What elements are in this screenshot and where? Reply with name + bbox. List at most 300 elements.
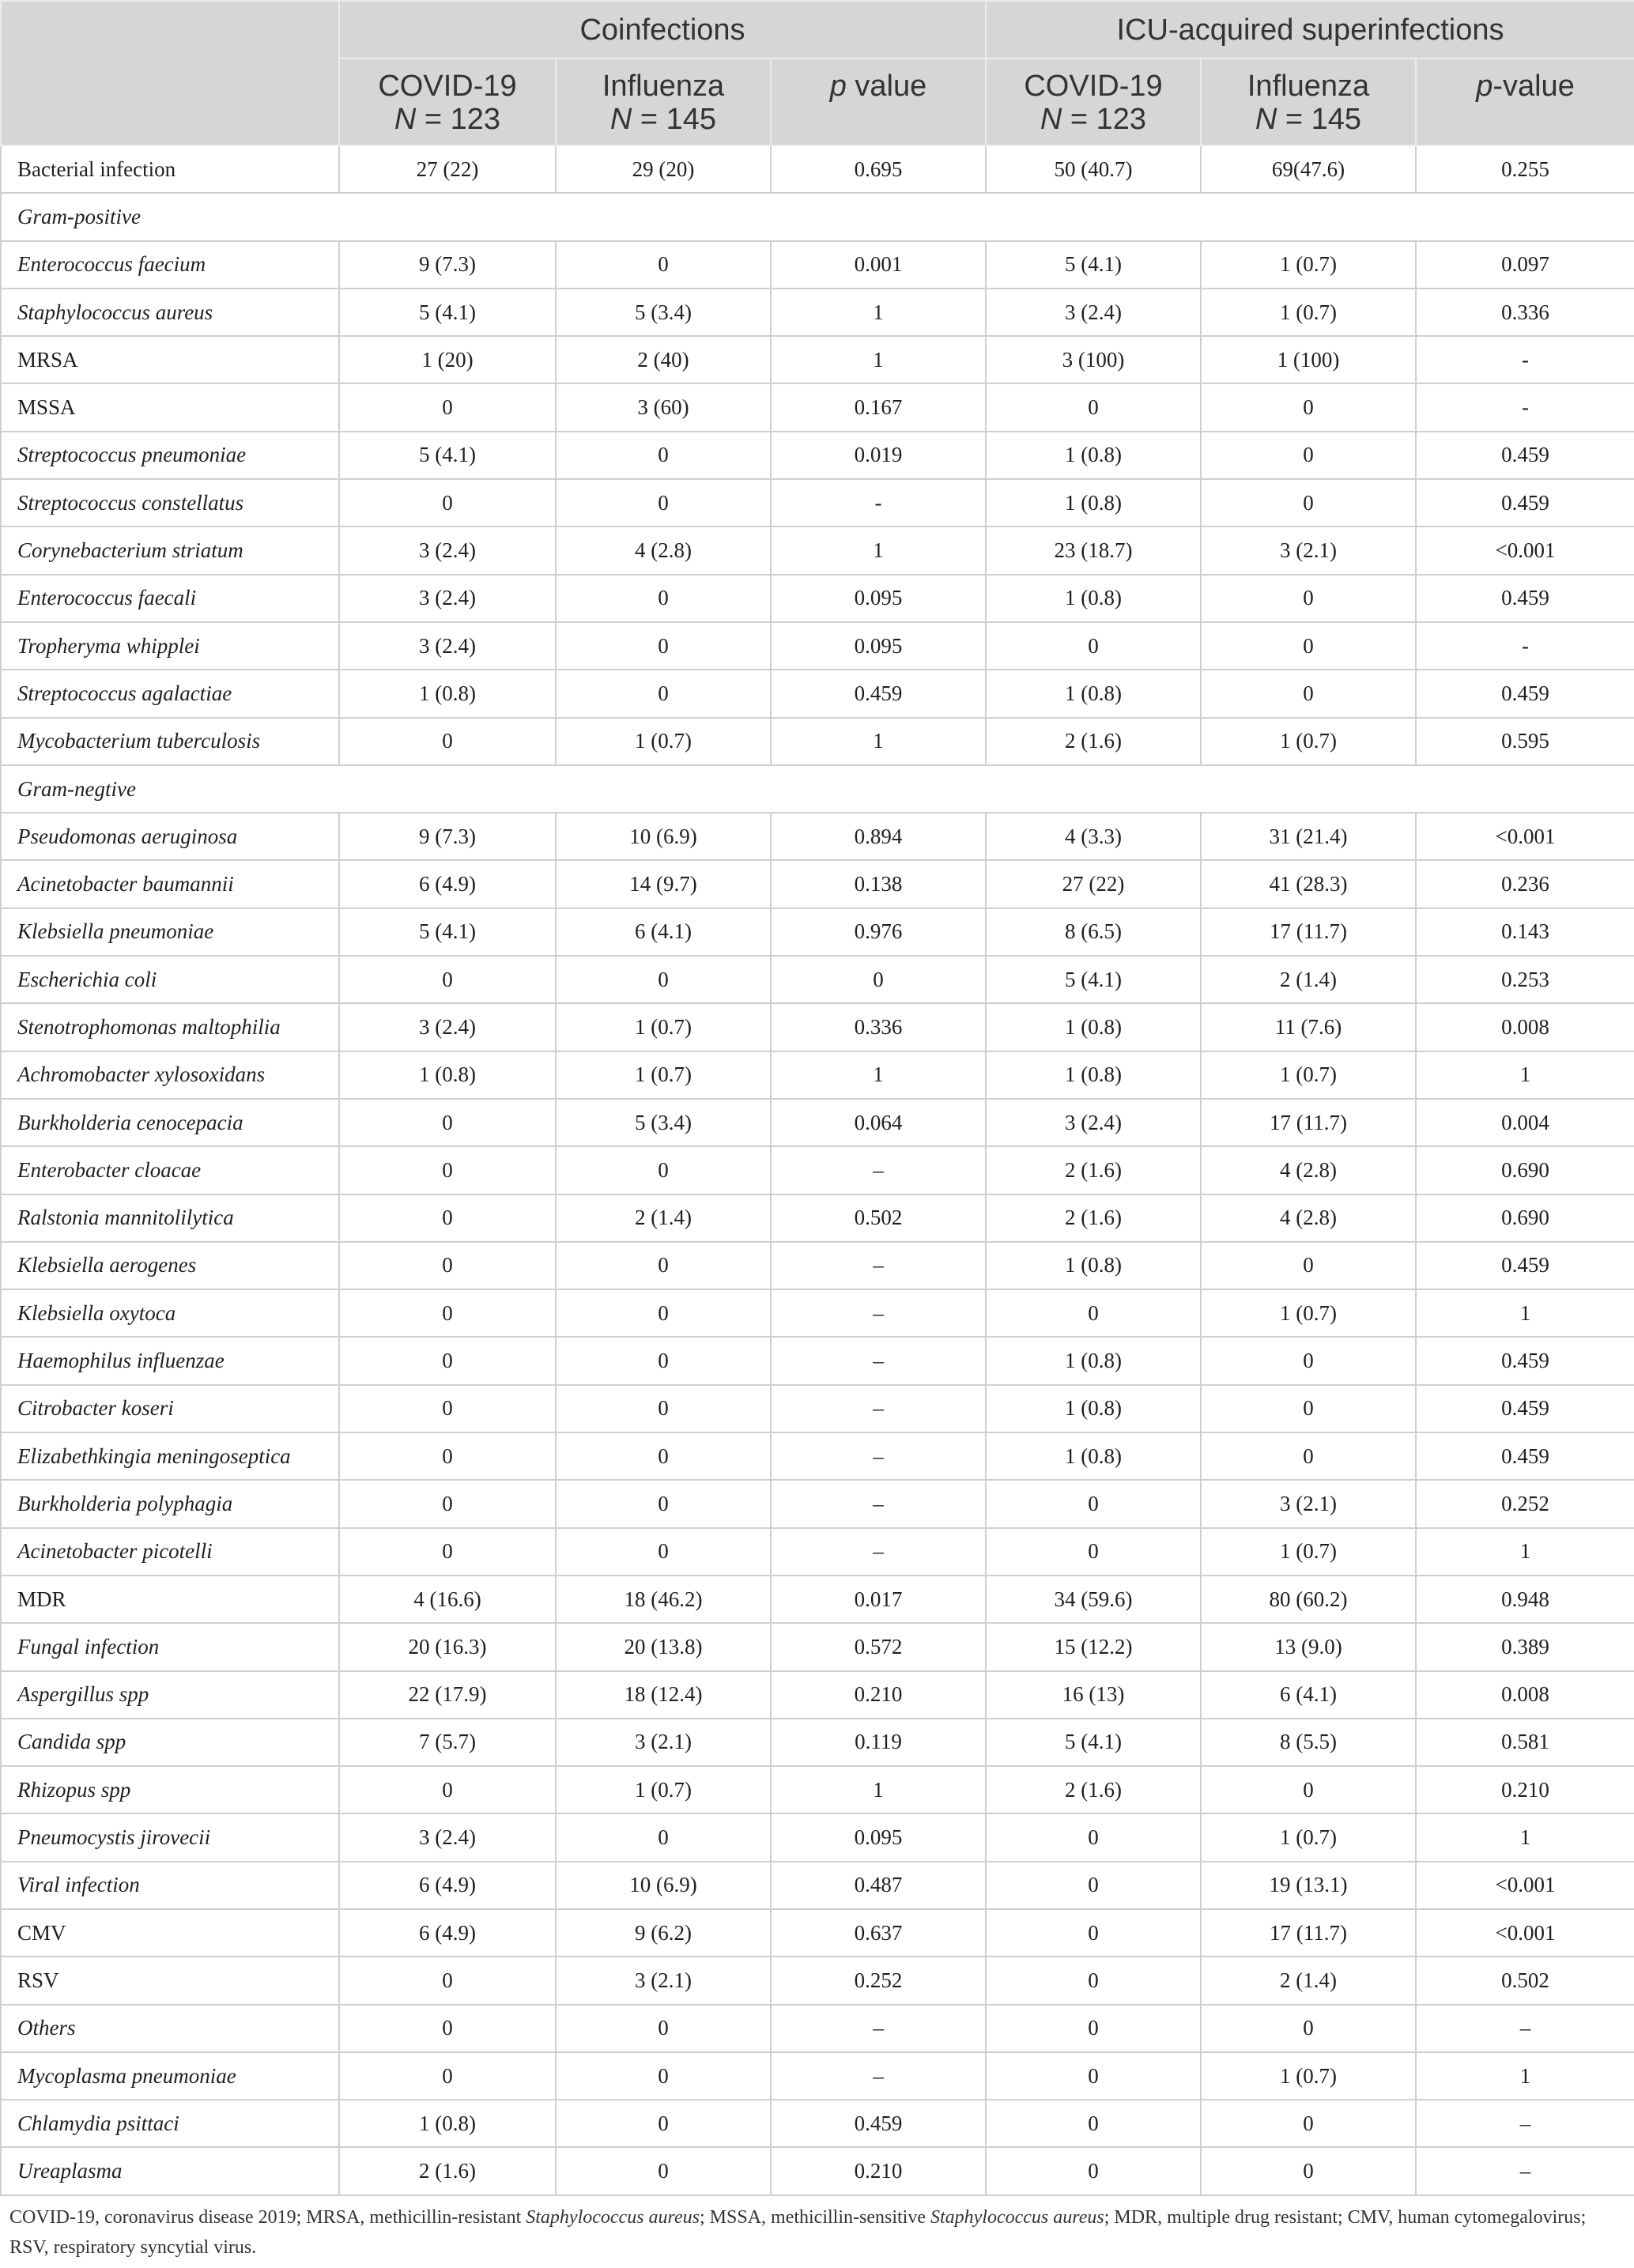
row-label: Enterococcus faecali xyxy=(1,575,339,622)
superinfection-covid19-value: 1 (0.8) xyxy=(986,479,1201,526)
superinfection-covid19-value: 0 xyxy=(986,1528,1201,1576)
row-label: Ralstonia mannitolilytica xyxy=(1,1194,339,1242)
superinfection-covid19-value: 3 (2.4) xyxy=(986,289,1201,336)
coinfection-influenza-header xyxy=(556,58,771,145)
coinfection-p-value-header xyxy=(771,58,986,145)
coinfection-influenza-value: 0 xyxy=(556,1432,771,1480)
section-label: Gram-positive xyxy=(1,193,1634,240)
superinfection-covid19-value: 1 (0.8) xyxy=(986,670,1201,717)
table-row-cmv xyxy=(1,1909,1634,1957)
coinfection-influenza-value: 0 xyxy=(556,670,771,717)
superinfection-p-value: <0.001 xyxy=(1416,526,1634,574)
row-label: Staphylococcus aureus xyxy=(1,289,339,336)
coinfection-p-value: 0.459 xyxy=(771,2100,986,2147)
coinfection-influenza-value: 0 xyxy=(556,2147,771,2194)
row-label: Achromobacter xylosoxidans xyxy=(1,1051,339,1099)
coinfection-p-value: 0.695 xyxy=(771,145,986,193)
superinfection-p-value: 0.143 xyxy=(1416,908,1634,956)
row-label: Acinetobacter baumannii xyxy=(1,860,339,908)
superinfection-influenza-value: 0 xyxy=(1201,1242,1416,1289)
row-label: Streptococcus agalactiae xyxy=(1,670,339,717)
superinfection-covid19-value: 50 (40.7) xyxy=(986,145,1201,193)
coinfection-covid19-value: 20 (16.3) xyxy=(339,1623,556,1670)
superinfection-covid19-value: 5 (4.1) xyxy=(986,956,1201,1003)
superinfection-covid19-header xyxy=(986,58,1201,145)
coinfection-influenza-value: 4 (2.8) xyxy=(556,526,771,574)
superinfection-p-value: 1 xyxy=(1416,1813,1634,1861)
superinfection-covid19-value: 1 (0.8) xyxy=(986,432,1201,479)
coinfection-covid19-value: 1 (0.8) xyxy=(339,2100,556,2147)
row-label: Others xyxy=(1,2005,339,2052)
coinfection-influenza-value: 1 (0.7) xyxy=(556,1051,771,1099)
row-label: Streptococcus constellatus xyxy=(1,479,339,526)
row-label: Klebsiella aerogenes xyxy=(1,1242,339,1289)
row-label: RSV xyxy=(1,1957,339,2004)
table-row-achromobacter-xylosoxidans xyxy=(1,1051,1634,1099)
superinfection-p-value: - xyxy=(1416,622,1634,670)
row-label: Enterococcus faecium xyxy=(1,241,339,289)
row-label: MDR xyxy=(1,1576,339,1623)
table-row-mycobacterium-tuberculosis xyxy=(1,718,1634,765)
coinfection-p-value: - xyxy=(771,479,986,526)
table-row-corynebacterium-striatum xyxy=(1,526,1634,574)
superinfection-covid19-value: 0 xyxy=(986,622,1201,670)
coinfection-influenza-value: 20 (13.8) xyxy=(556,1623,771,1670)
row-label: Acinetobacter picotelli xyxy=(1,1528,339,1576)
coinfection-covid19-value: 0 xyxy=(339,1432,556,1480)
superinfection-influenza-value: 4 (2.8) xyxy=(1201,1146,1416,1194)
coinfection-influenza-value: 3 (2.1) xyxy=(556,1957,771,2004)
table-row-rsv xyxy=(1,1957,1634,2004)
row-label: Klebsiella oxytoca xyxy=(1,1289,339,1337)
superinfection-influenza-value: 31 (21.4) xyxy=(1201,813,1416,860)
coinfection-p-value: 0.637 xyxy=(771,1909,986,1957)
row-label: Pseudomonas aeruginosa xyxy=(1,813,339,860)
coinfection-influenza-value: 3 (2.1) xyxy=(556,1719,771,1766)
footnote-text: ; MDR, multiple drug resistant; CMV, human cytomegalovirus; RSV, respiratory syncytial virus. xyxy=(9,2206,1587,2258)
superinfection-p-value: 0.459 xyxy=(1416,670,1634,717)
table-row-burkholderia-cenocepacia xyxy=(1,1099,1634,1146)
coinfection-covid19-value: 5 (4.1) xyxy=(339,908,556,956)
superinfection-influenza-value: 13 (9.0) xyxy=(1201,1623,1416,1670)
superinfection-p-value: 0.595 xyxy=(1416,718,1634,765)
superinfections-group-header: ICU-acquired superinfections xyxy=(986,1,1634,58)
superinfection-p-value: – xyxy=(1416,2100,1634,2147)
superinfection-p-value: 0.004 xyxy=(1416,1099,1634,1146)
superinfection-p-value: <0.001 xyxy=(1416,1862,1634,1909)
superinfection-influenza-value: 17 (11.7) xyxy=(1201,1909,1416,1957)
coinfection-p-value: 1 xyxy=(771,289,986,336)
table-row-others xyxy=(1,2005,1634,2052)
coinfection-p-value: – xyxy=(771,1480,986,1527)
superinfection-influenza-value: 1 (0.7) xyxy=(1201,2052,1416,2100)
coinfection-influenza-value: 1 (0.7) xyxy=(556,718,771,765)
coinfection-influenza-value: 18 (12.4) xyxy=(556,1671,771,1719)
row-label: MRSA xyxy=(1,336,339,383)
superinfection-covid19-value: 27 (22) xyxy=(986,860,1201,908)
coinfection-influenza-value: 0 xyxy=(556,1289,771,1337)
superinfection-covid19-value: 3 (100) xyxy=(986,336,1201,383)
superinfection-p-value: 0.581 xyxy=(1416,1719,1634,1766)
row-label: Enterobacter cloacae xyxy=(1,1146,339,1194)
superinfection-influenza-value: 0 xyxy=(1201,2100,1416,2147)
superinfection-covid19-value: 2 (1.6) xyxy=(986,1146,1201,1194)
coinfection-p-value: 1 xyxy=(771,718,986,765)
table-row-klebsiella-aerogenes xyxy=(1,1242,1634,1289)
coinfection-p-value: 0.095 xyxy=(771,1813,986,1861)
superinfection-covid19-value: 0 xyxy=(986,1480,1201,1527)
superinfection-covid19-value: 1 (0.8) xyxy=(986,1337,1201,1384)
table-row-mdr xyxy=(1,1576,1634,1623)
superinfection-p-value: 1 xyxy=(1416,1289,1634,1337)
superinfection-influenza-value: 1 (0.7) xyxy=(1201,241,1416,289)
coinfection-covid19-value: 0 xyxy=(339,1528,556,1576)
superinfection-p-value: 1 xyxy=(1416,2052,1634,2100)
row-label: Viral infection xyxy=(1,1862,339,1909)
superinfection-influenza-value: 0 xyxy=(1201,575,1416,622)
table-row-elizabethkingia-meningoseptica xyxy=(1,1432,1634,1480)
coinfections-group-header: Coinfections xyxy=(339,1,986,58)
coinfection-covid19-value: 0 xyxy=(339,1480,556,1527)
table-row-enterobacter-cloacae xyxy=(1,1146,1634,1194)
coinfection-p-value: 0.119 xyxy=(771,1719,986,1766)
superinfection-covid19-value: 4 (3.3) xyxy=(986,813,1201,860)
table-row-tropheryma-whipplei xyxy=(1,622,1634,670)
table-row-klebsiella-oxytoca xyxy=(1,1289,1634,1337)
coinfection-covid19-value: 4 (16.6) xyxy=(339,1576,556,1623)
superinfection-influenza-value: 2 (1.4) xyxy=(1201,1957,1416,2004)
column-p-suffix: -value xyxy=(1492,70,1575,103)
superinfection-covid19-value: 0 xyxy=(986,1289,1201,1337)
coinfection-p-value: 0.210 xyxy=(771,1671,986,1719)
row-label: Haemophilus influenzae xyxy=(1,1337,339,1384)
coinfection-p-value: – xyxy=(771,1242,986,1289)
superinfection-influenza-value: 8 (5.5) xyxy=(1201,1719,1416,1766)
superinfection-covid19-value: 34 (59.6) xyxy=(986,1576,1201,1623)
superinfection-p-value: 0.336 xyxy=(1416,289,1634,336)
coinfection-p-value: – xyxy=(771,1289,986,1337)
row-label: Stenotrophomonas maltophilia xyxy=(1,1003,339,1051)
column-n-value: = 123 xyxy=(1062,103,1147,136)
row-label: Tropheryma whipplei xyxy=(1,622,339,670)
superinfection-covid19-value: 1 (0.8) xyxy=(986,1385,1201,1432)
coinfection-covid19-value: 5 (4.1) xyxy=(339,432,556,479)
superinfection-p-value: 0.690 xyxy=(1416,1194,1634,1242)
coinfection-covid19-value: 0 xyxy=(339,1337,556,1384)
section-row-gram-negtive xyxy=(1,765,1634,813)
coinfection-p-value: 0.138 xyxy=(771,860,986,908)
column-n-symbol: N xyxy=(1255,103,1277,136)
superinfection-p-value: 0.008 xyxy=(1416,1671,1634,1719)
superinfection-covid19-value: 0 xyxy=(986,2100,1201,2147)
superinfection-p-value: – xyxy=(1416,2005,1634,2052)
coinfection-influenza-value: 3 (60) xyxy=(556,383,771,431)
superinfection-influenza-value: 1 (0.7) xyxy=(1201,289,1416,336)
table-row-pneumocystis-jirovecii xyxy=(1,1813,1634,1861)
coinfection-influenza-value: 1 (0.7) xyxy=(556,1766,771,1813)
coinfection-p-value: – xyxy=(771,1337,986,1384)
superinfection-p-value: 0.459 xyxy=(1416,432,1634,479)
coinfection-p-value: 0.502 xyxy=(771,1194,986,1242)
superinfection-covid19-value: 0 xyxy=(986,2052,1201,2100)
superinfection-influenza-value: 11 (7.6) xyxy=(1201,1003,1416,1051)
superinfection-p-value: 0.252 xyxy=(1416,1480,1634,1527)
coinfection-covid19-value: 0 xyxy=(339,1766,556,1813)
coinfection-p-value: 0.095 xyxy=(771,575,986,622)
table-row-klebsiella-pneumoniae xyxy=(1,908,1634,956)
coinfection-covid19-value: 3 (2.4) xyxy=(339,526,556,574)
superinfection-p-value: – xyxy=(1416,2147,1634,2194)
table-row-aspergillus-spp xyxy=(1,1671,1634,1719)
superinfection-covid19-value: 1 (0.8) xyxy=(986,1003,1201,1051)
footnote-species-term: Staphylococcus aureus xyxy=(930,2206,1104,2228)
row-label: Aspergillus spp xyxy=(1,1671,339,1719)
superinfection-covid19-value: 16 (13) xyxy=(986,1671,1201,1719)
coinfection-covid19-value: 3 (2.4) xyxy=(339,575,556,622)
coinfection-influenza-value: 0 xyxy=(556,575,771,622)
coinfection-covid19-value: 0 xyxy=(339,1099,556,1146)
coinfection-influenza-value: 0 xyxy=(556,241,771,289)
superinfection-p-value: <0.001 xyxy=(1416,1909,1634,1957)
table-row-streptococcus-constellatus xyxy=(1,479,1634,526)
table-row-pseudomonas-aeruginosa xyxy=(1,813,1634,860)
coinfection-covid19-value: 5 (4.1) xyxy=(339,289,556,336)
superinfection-influenza-value: 3 (2.1) xyxy=(1201,526,1416,574)
column-title: Influenza xyxy=(1247,70,1370,103)
coinfection-covid19-value: 22 (17.9) xyxy=(339,1671,556,1719)
coinfection-p-value: 0.894 xyxy=(771,813,986,860)
column-n-symbol: N xyxy=(609,103,632,136)
coinfection-influenza-value: 0 xyxy=(556,1337,771,1384)
row-label-column-header xyxy=(1,1,339,145)
table-body xyxy=(1,145,1634,2195)
superinfection-p-value: 1 xyxy=(1416,1051,1634,1099)
coinfection-covid19-value: 0 xyxy=(339,479,556,526)
row-label: Pneumocystis jirovecii xyxy=(1,1813,339,1861)
superinfection-influenza-value: 41 (28.3) xyxy=(1201,860,1416,908)
coinfection-covid19-value: 2 (1.6) xyxy=(339,2147,556,2194)
coinfection-p-value: 0.210 xyxy=(771,2147,986,2194)
row-label: Escherichia coli xyxy=(1,956,339,1003)
coinfection-covid19-value: 0 xyxy=(339,1957,556,2004)
coinfection-p-value: 0.001 xyxy=(771,241,986,289)
superinfection-influenza-value: 0 xyxy=(1201,383,1416,431)
coinfection-p-value: 0.459 xyxy=(771,670,986,717)
superinfection-covid19-value: 0 xyxy=(986,2005,1201,2052)
table-row-acinetobacter-picotelli xyxy=(1,1528,1634,1576)
superinfection-p-value: 0.253 xyxy=(1416,956,1634,1003)
coinfection-covid19-value: 0 xyxy=(339,956,556,1003)
coinfection-covid19-value: 0 xyxy=(339,2052,556,2100)
superinfection-influenza-value: 4 (2.8) xyxy=(1201,1194,1416,1242)
row-label: Burkholderia polyphagia xyxy=(1,1480,339,1527)
section-label: Gram-negtive xyxy=(1,765,1634,813)
coinfection-p-value: – xyxy=(771,2005,986,2052)
superinfection-influenza-value: 0 xyxy=(1201,1337,1416,1384)
superinfection-influenza-value: 19 (13.1) xyxy=(1201,1862,1416,1909)
row-label: CMV xyxy=(1,1909,339,1957)
superinfection-covid19-value: 23 (18.7) xyxy=(986,526,1201,574)
superinfection-p-value: 0.948 xyxy=(1416,1576,1634,1623)
column-p-symbol: p xyxy=(1476,70,1493,103)
coinfection-influenza-value: 0 xyxy=(556,956,771,1003)
row-label: Fungal infection xyxy=(1,1623,339,1670)
row-label: MSSA xyxy=(1,383,339,431)
coinfection-covid19-value: 9 (7.3) xyxy=(339,241,556,289)
row-label: Rhizopus spp xyxy=(1,1766,339,1813)
coinfection-influenza-value: 0 xyxy=(556,1385,771,1432)
coinfection-influenza-value: 0 xyxy=(556,2100,771,2147)
coinfection-influenza-value: 18 (46.2) xyxy=(556,1576,771,1623)
superinfection-influenza-value: 0 xyxy=(1201,479,1416,526)
table-row-enterococcus-faecium xyxy=(1,241,1634,289)
superinfection-p-value: 0.097 xyxy=(1416,241,1634,289)
superinfection-influenza-value: 1 (0.7) xyxy=(1201,1051,1416,1099)
table-row-burkholderia-polyphagia xyxy=(1,1480,1634,1527)
coinfection-influenza-value: 29 (20) xyxy=(556,145,771,193)
table-row-citrobacter-koseri xyxy=(1,1385,1634,1432)
coinfection-p-value: – xyxy=(771,1146,986,1194)
table-row-chlamydia-psittaci xyxy=(1,2100,1634,2147)
superinfection-covid19-value: 1 (0.8) xyxy=(986,1242,1201,1289)
table-row-escherichia-coli xyxy=(1,956,1634,1003)
footnote-species-term: Staphylococcus aureus xyxy=(526,2206,700,2228)
superinfection-influenza-value: 0 xyxy=(1201,1385,1416,1432)
coinfection-covid19-value: 7 (5.7) xyxy=(339,1719,556,1766)
row-label: Candida spp xyxy=(1,1719,339,1766)
superinfection-p-value: 0.236 xyxy=(1416,860,1634,908)
column-n-value: = 145 xyxy=(632,103,717,136)
column-p-symbol: p xyxy=(829,70,847,103)
row-label: Corynebacterium striatum xyxy=(1,526,339,574)
row-label: Streptococcus pneumoniae xyxy=(1,432,339,479)
superinfection-p-value: 1 xyxy=(1416,1528,1634,1576)
superinfection-influenza-value: 69(47.6) xyxy=(1201,145,1416,193)
row-label: Burkholderia cenocepacia xyxy=(1,1099,339,1146)
table-footnote xyxy=(0,2196,1634,2262)
superinfection-covid19-value: 3 (2.4) xyxy=(986,1099,1201,1146)
coinfection-p-value: 1 xyxy=(771,1051,986,1099)
table-row-streptococcus-pneumoniae xyxy=(1,432,1634,479)
coinfection-influenza-value: 0 xyxy=(556,2052,771,2100)
coinfection-p-value: 0.976 xyxy=(771,908,986,956)
superinfection-influenza-value: 1 (0.7) xyxy=(1201,718,1416,765)
coinfection-p-value: 0.487 xyxy=(771,1862,986,1909)
superinfection-influenza-value: 0 xyxy=(1201,432,1416,479)
superinfection-p-value: 0.459 xyxy=(1416,1385,1634,1432)
coinfection-covid19-value: 1 (0.8) xyxy=(339,1051,556,1099)
table-row-rhizopus-spp xyxy=(1,1766,1634,1813)
coinfection-p-value: 1 xyxy=(771,336,986,383)
superinfection-covid19-value: 2 (1.6) xyxy=(986,718,1201,765)
coinfection-p-value: 0.019 xyxy=(771,432,986,479)
superinfection-p-value: - xyxy=(1416,336,1634,383)
superinfection-influenza-value: 80 (60.2) xyxy=(1201,1576,1416,1623)
coinfection-p-value: 0.064 xyxy=(771,1099,986,1146)
coinfection-p-value: 0 xyxy=(771,956,986,1003)
superinfection-p-value: 0.210 xyxy=(1416,1766,1634,1813)
coinfection-p-value: – xyxy=(771,1385,986,1432)
superinfection-influenza-value: 2 (1.4) xyxy=(1201,956,1416,1003)
table-row-ralstonia-mannitolilytica xyxy=(1,1194,1634,1242)
row-label: Ureaplasma xyxy=(1,2147,339,2194)
column-title: Influenza xyxy=(602,70,725,103)
table-row-staphylococcus-aureus xyxy=(1,289,1634,336)
footnote-text: COVID-19, coronavirus disease 2019; MRSA, methicillin-resistant xyxy=(9,2206,526,2228)
coinfection-covid19-value: 3 (2.4) xyxy=(339,1813,556,1861)
column-n-value: = 123 xyxy=(416,103,501,136)
coinfection-influenza-value: 10 (6.9) xyxy=(556,813,771,860)
superinfection-covid19-value: 5 (4.1) xyxy=(986,1719,1201,1766)
coinfection-influenza-value: 0 xyxy=(556,1480,771,1527)
superinfection-covid19-value: 2 (1.6) xyxy=(986,1766,1201,1813)
row-label: Mycobacterium tuberculosis xyxy=(1,718,339,765)
coinfection-covid19-value: 0 xyxy=(339,1242,556,1289)
coinfection-covid19-value: 3 (2.4) xyxy=(339,1003,556,1051)
table-header xyxy=(1,1,1634,145)
table-row-haemophilus-influenzae xyxy=(1,1337,1634,1384)
superinfection-influenza-value: 0 xyxy=(1201,670,1416,717)
row-label: Chlamydia psittaci xyxy=(1,2100,339,2147)
coinfection-influenza-value: 2 (40) xyxy=(556,336,771,383)
coinfection-covid19-value: 0 xyxy=(339,2005,556,2052)
coinfection-influenza-value: 6 (4.1) xyxy=(556,908,771,956)
row-label: Klebsiella pneumoniae xyxy=(1,908,339,956)
superinfection-covid19-value: 1 (0.8) xyxy=(986,1432,1201,1480)
section-row-gram-positive xyxy=(1,193,1634,240)
coinfection-covid19-value: 1 (20) xyxy=(339,336,556,383)
coinfection-p-value: 0.167 xyxy=(771,383,986,431)
superinfection-p-value: 0.389 xyxy=(1416,1623,1634,1670)
table-row-enterococcus-faecali xyxy=(1,575,1634,622)
table-row-streptococcus-agalactiae xyxy=(1,670,1634,717)
coinfection-influenza-value: 0 xyxy=(556,1242,771,1289)
coinfection-covid19-value: 0 xyxy=(339,718,556,765)
superinfection-influenza-value: 0 xyxy=(1201,1432,1416,1480)
coinfection-covid19-value: 0 xyxy=(339,1146,556,1194)
coinfection-influenza-value: 5 (3.4) xyxy=(556,289,771,336)
coinfection-influenza-value: 0 xyxy=(556,2005,771,2052)
coinfection-p-value: 1 xyxy=(771,526,986,574)
row-label: Mycoplasma pneumoniae xyxy=(1,2052,339,2100)
coinfection-covid19-value: 0 xyxy=(339,1385,556,1432)
superinfection-influenza-value: 1 (0.7) xyxy=(1201,1813,1416,1861)
table-row-ureaplasma xyxy=(1,2147,1634,2194)
coinfection-p-value: 0.572 xyxy=(771,1623,986,1670)
coinfection-p-value: – xyxy=(771,1432,986,1480)
superinfection-covid19-value: 2 (1.6) xyxy=(986,1194,1201,1242)
superinfection-influenza-value: 0 xyxy=(1201,2005,1416,2052)
table-row-acinetobacter-baumannii xyxy=(1,860,1634,908)
footnote-text: ; MSSA, methicillin-sensitive xyxy=(699,2206,930,2228)
coinfection-p-value: – xyxy=(771,1528,986,1576)
superinfection-covid19-value: 1 (0.8) xyxy=(986,1051,1201,1099)
table-row-fungal-infection xyxy=(1,1623,1634,1670)
coinfection-influenza-value: 0 xyxy=(556,1813,771,1861)
row-label: Elizabethkingia meningoseptica xyxy=(1,1432,339,1480)
column-title: COVID-19 xyxy=(378,70,517,103)
coinfection-p-value: 0.336 xyxy=(771,1003,986,1051)
superinfection-p-value: 0.459 xyxy=(1416,1337,1634,1384)
column-n-value: = 145 xyxy=(1277,103,1362,136)
table-row-viral-infection xyxy=(1,1862,1634,1909)
table-row-candida-spp xyxy=(1,1719,1634,1766)
coinfection-influenza-value: 0 xyxy=(556,1528,771,1576)
coinfection-influenza-value: 5 (3.4) xyxy=(556,1099,771,1146)
superinfection-p-value: - xyxy=(1416,383,1634,431)
superinfection-influenza-header xyxy=(1201,58,1416,145)
superinfection-covid19-value: 1 (0.8) xyxy=(986,575,1201,622)
